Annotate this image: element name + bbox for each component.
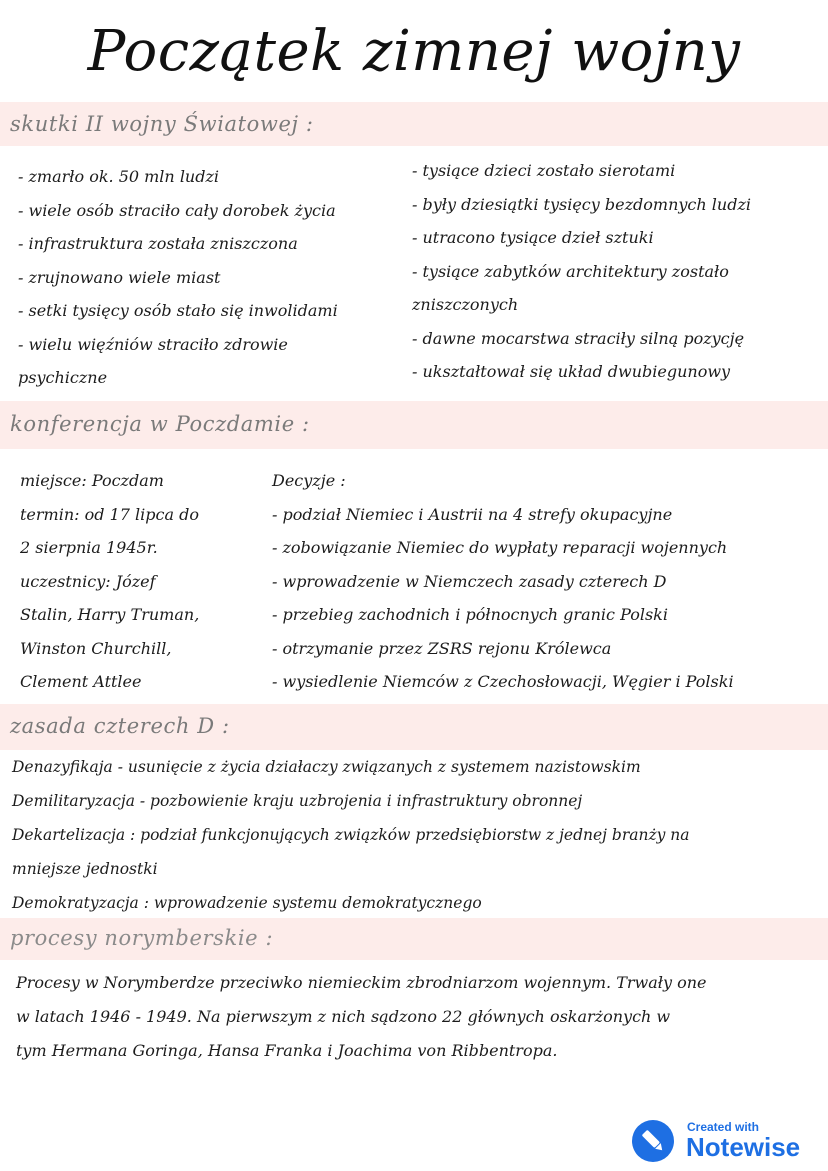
list-item: - setki tysięcy osób stało się inwolidami — [18, 301, 338, 320]
list-item: - utracono tysiące dzieł sztuki — [412, 228, 654, 247]
text-line: Demilitaryzacja - pozbowienie kraju uzbrojenia i infrastruktury obronnej — [12, 792, 583, 810]
list-item: - tysiące dzieci zostało sierotami — [412, 161, 676, 180]
section-heading: konferencja w Poczdamie : — [10, 412, 310, 436]
detail-line: uczestnicy: Józef — [20, 571, 156, 591]
list-item: - ukształtował się układ dwubiegunowy — [412, 362, 731, 381]
badge-brand: Notewise — [686, 1132, 801, 1162]
section-heading: procesy norymberskie : — [10, 926, 274, 950]
section-header-skutki — [0, 102, 828, 146]
text-line: mniejsze jednostki — [12, 860, 158, 878]
detail-line: termin: od 17 lipca do — [20, 504, 199, 524]
list-item: - tysiące zabytków architektury zostało — [412, 261, 729, 281]
list-item: - wysiedlenie Niemców z Czechosłowacji, Węgier i Polski — [272, 672, 734, 691]
section-header-konferencja — [0, 401, 828, 449]
text-line: Procesy w Norymberdze przeciwko niemieckim zbrodniarzom wojennym. Trwały one — [16, 973, 707, 992]
text-line: Demokratyzacja : wprowadzenie systemu demokratycznego — [12, 894, 482, 912]
badge-caption: Created with — [687, 1120, 760, 1134]
list-item: - infrastruktura została zniszczona — [18, 234, 298, 253]
skutki-right-list — [412, 154, 751, 389]
list-item: zniszczonych — [412, 295, 519, 314]
zasada-text — [12, 750, 690, 920]
konferencja-decisions — [272, 464, 734, 699]
pencil-icon — [632, 1120, 674, 1162]
procesy-text — [16, 966, 706, 1068]
list-item: - zobowiązanie Niemiec do wypłaty reparacji wojennych — [272, 538, 728, 557]
detail-line: Clement Attlee — [20, 672, 142, 691]
text-line: w latach 1946 - 1949. Na pierwszym z nich sądzono 22 głównych oskarżonych w — [16, 1007, 671, 1026]
list-item: - dawne mocarstwa straciły silną pozycję — [412, 328, 745, 348]
list-item: - zrujnowano wiele miast — [18, 267, 221, 287]
list-item: - wielu więźniów straciło zdrowie — [18, 334, 288, 354]
list-item: - były dziesiątki tysięcy bezdomnych ludzi — [412, 194, 751, 214]
list-item: - wiele osób straciło cały dorobek życia — [18, 200, 336, 220]
text-line: Denazyfikaja - usunięcie z życia działaczy związanych z systemem nazistowskim — [12, 758, 641, 776]
section-header-zasada — [0, 704, 828, 750]
skutki-left-list — [18, 160, 338, 395]
text-line: Dekartelizacja : podział funkcjonujących związków przedsiębiorstw z jednej branży na — [12, 826, 690, 844]
konferencja-details — [20, 464, 199, 699]
section-header-procesy — [0, 918, 828, 960]
section-heading: skutki II wojny Światowej : — [10, 112, 314, 136]
list-item: - otrzymanie przez ZSRS rejonu Królewca — [272, 638, 612, 658]
list-item: - wprowadzenie w Niemczech zasady czterech D — [272, 571, 667, 591]
section-heading: zasada czterech D : — [10, 714, 230, 738]
detail-line: Stalin, Harry Truman, — [20, 605, 200, 624]
list-item: - podział Niemiec i Austrii na 4 strefy okupacyjne — [272, 504, 673, 524]
list-item: - przebieg zachodnich i północnych granic Polski — [272, 605, 668, 624]
detail-line: miejsce: Poczdam — [20, 471, 164, 490]
list-item: - zmarło ok. 50 mln ludzi — [18, 167, 220, 186]
text-line: tym Hermana Goringa, Hansa Franka i Joachima von Ribbentropa. — [16, 1041, 558, 1060]
page-title: Początek zimnej wojny — [87, 19, 741, 84]
detail-line: Winston Churchill, — [20, 638, 172, 658]
decisions-heading: Decyzje : — [272, 471, 346, 490]
detail-line: 2 sierpnia 1945r. — [20, 538, 158, 557]
list-item: psychiczne — [18, 368, 108, 387]
notewise-badge — [632, 1118, 822, 1164]
